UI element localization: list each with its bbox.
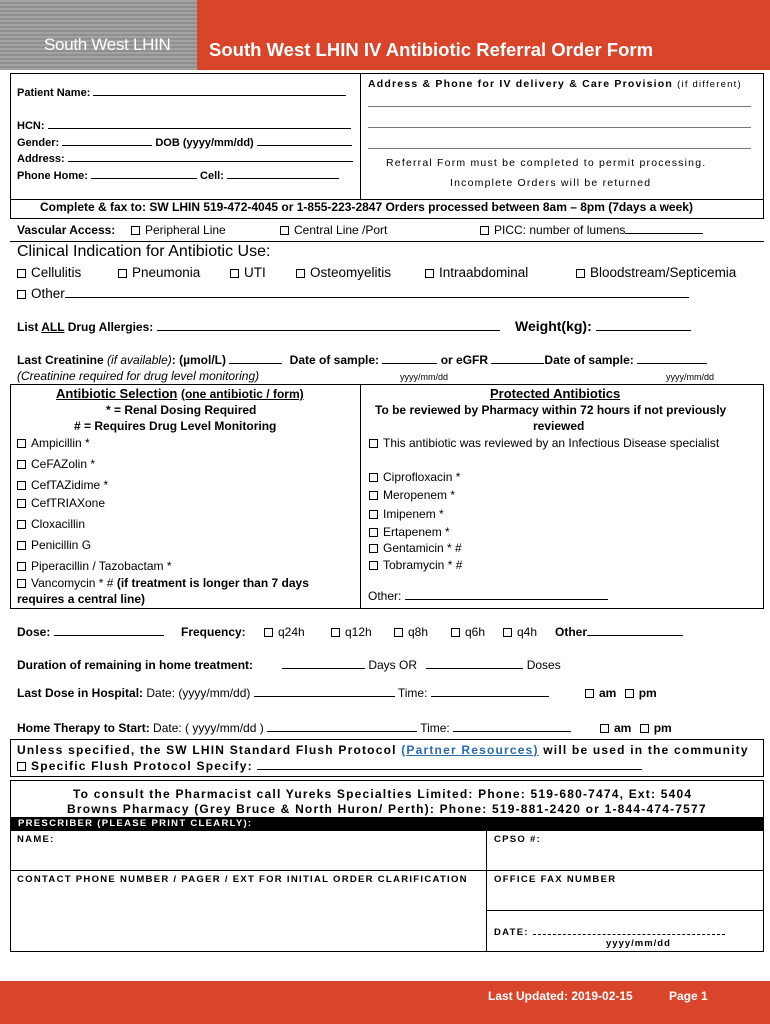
allergies-label-all: ALL — [41, 320, 65, 334]
clinical-indication-heading: Clinical Indication for Antibiotic Use: — [17, 243, 271, 260]
ampicillin-label: Ampicillin * — [31, 436, 90, 450]
ceftazidime-checkbox[interactable] — [17, 481, 26, 490]
days-or-label: Days OR — [368, 658, 418, 672]
prescriber-date-label: DATE: — [494, 927, 529, 938]
renal-legend: * = Renal Dosing Required — [106, 403, 257, 417]
delivery-notice-2: Incomplete Orders will be returned — [450, 177, 652, 189]
date-format-hint-1: yyyy/mm/dd — [400, 372, 449, 382]
delivery-line-2[interactable] — [368, 127, 751, 128]
protected-heading: Protected Antibiotics — [490, 386, 621, 401]
egfr-field[interactable] — [491, 353, 544, 364]
last-dose-time-label: Time: — [397, 686, 428, 700]
q8h-label: q8h — [408, 625, 429, 639]
ampicillin-checkbox[interactable] — [17, 439, 26, 448]
gender-label: Gender: — [17, 137, 60, 149]
osteomyelitis-label: Osteomyelitis — [310, 265, 392, 280]
piperacillin-checkbox[interactable] — [17, 562, 26, 571]
gentamicin-checkbox[interactable] — [369, 544, 378, 553]
header — [0, 0, 770, 70]
home-therapy-am-checkbox[interactable] — [600, 724, 609, 733]
home-therapy-label: Home Therapy to Start: — [17, 721, 150, 735]
vascular-access-label: Vascular Access: — [17, 223, 116, 237]
frequency-other-label: Other — [555, 625, 588, 639]
bloodstream-checkbox[interactable] — [576, 269, 585, 278]
duration-label: Duration of remaining in home treatment: — [17, 658, 254, 672]
q12h-checkbox[interactable] — [331, 628, 340, 637]
prescriber-name-label: NAME: — [17, 834, 55, 845]
uti-checkbox[interactable] — [230, 269, 239, 278]
imipenem-label: Imipenem * — [383, 507, 444, 521]
uti-label: UTI — [244, 265, 266, 280]
creatinine-label: Last Creatinine — [17, 353, 104, 367]
allergies-label-prefix: List — [17, 320, 39, 334]
cellulitis-label: Cellulitis — [31, 265, 82, 280]
other-indication-checkbox[interactable] — [17, 290, 26, 299]
penicillin-g-checkbox[interactable] — [17, 541, 26, 550]
monitoring-legend: # = Requires Drug Level Monitoring — [74, 419, 277, 433]
antibiotic-selection-sub: (one antibiotic / form) — [180, 387, 304, 401]
home-therapy-am-label: am — [614, 721, 632, 735]
dose-field[interactable] — [54, 625, 164, 636]
logo-block — [0, 0, 197, 70]
cell-label: Cell: — [200, 170, 224, 182]
protected-other-field[interactable] — [405, 589, 608, 600]
pneumonia-label: Pneumonia — [132, 265, 201, 280]
flush-text: Unless specified, the SW LHIN Standard Flush Protocol — [17, 743, 397, 757]
egfr-date-field[interactable] — [637, 353, 707, 364]
picc-label: PICC: — [494, 223, 527, 237]
page-number: Page 1 — [669, 989, 708, 1003]
other-indication-label: Other — [31, 286, 65, 301]
q24h-label: q24h — [278, 625, 305, 639]
office-fax-label: OFFICE FAX NUMBER — [494, 874, 617, 885]
ertapenem-checkbox[interactable] — [369, 528, 378, 537]
prescriber-date-format: yyyy/mm/dd — [606, 938, 671, 949]
last-dose-am-checkbox[interactable] — [585, 689, 594, 698]
intraabdominal-checkbox[interactable] — [425, 269, 434, 278]
patient-name-label: Patient Name: — [17, 87, 91, 99]
address-field[interactable] — [68, 151, 353, 162]
protected-sub-2: reviewed — [533, 419, 585, 433]
cellulitis-checkbox[interactable] — [17, 269, 26, 278]
dose-label: Dose: — [17, 625, 51, 639]
home-therapy-pm-label: pm — [653, 721, 672, 735]
date-format-hint-2: yyyy/mm/dd — [666, 372, 715, 382]
partner-resources-link[interactable]: (Partner Resources) — [401, 743, 539, 757]
hcn-field[interactable] — [48, 118, 351, 129]
q4h-checkbox[interactable] — [503, 628, 512, 637]
id-reviewed-checkbox[interactable] — [369, 439, 378, 448]
frequency-other-field[interactable] — [587, 625, 683, 636]
patient-name-field[interactable] — [93, 85, 346, 96]
picc-lumens-field[interactable] — [625, 223, 703, 234]
last-dose-date-field[interactable] — [254, 686, 395, 697]
q6h-checkbox[interactable] — [451, 628, 460, 637]
ceftriaxone-checkbox[interactable] — [17, 499, 26, 508]
home-therapy-date-label: Date: ( yyyy/mm/dd ) — [153, 721, 264, 735]
frequency-label: Frequency: — [181, 625, 246, 639]
specific-flush-field[interactable] — [257, 759, 642, 770]
allergies-label: Drug Allergies: — [67, 320, 154, 334]
dob-label: DOB (yyyy/mm/dd) — [155, 137, 254, 149]
egfr-date-label: Date of sample: — [544, 353, 634, 367]
prescriber-bar — [11, 817, 763, 831]
specific-flush-label: Specific Flush Protocol Specify: — [31, 759, 253, 773]
gentamicin-label: Gentamicin * # — [383, 541, 462, 555]
peripheral-line-checkbox[interactable] — [131, 226, 140, 235]
pharmacist-line-2: Browns Pharmacy (Grey Bruce & North Huron/ Perth): Phone: 519-881-2420 or 1-844-474-7577 — [67, 802, 707, 816]
home-therapy-pm-checkbox[interactable] — [640, 724, 649, 733]
cpso-label: CPSO #: — [494, 834, 542, 845]
last-dose-time-field[interactable] — [431, 686, 549, 697]
cloxacillin-label: Cloxacillin — [31, 517, 86, 531]
delivery-heading: Address & Phone for IV delivery & Care Provision — [368, 78, 674, 90]
flush-text-post: will be used in the community — [543, 743, 749, 757]
piperacillin-label: Piperacillin / Tazobactam * — [31, 559, 172, 573]
bloodstream-label: Bloodstream/Septicemia — [590, 265, 737, 280]
antibiotic-selection-heading: Antibiotic Selection — [56, 386, 178, 401]
last-dose-label: Last Dose in Hospital: — [17, 686, 144, 700]
doses-label: Doses — [526, 658, 561, 672]
gender-field[interactable] — [62, 135, 152, 146]
vancomycin-note: (if treatment is longer than 7 days — [116, 576, 309, 590]
delivery-heading-suffix: (if different) — [677, 79, 742, 90]
specific-flush-checkbox[interactable] — [17, 762, 26, 771]
prescriber-bar-label: PRESCRIBER (PLEASE PRINT CLEARLY): — [18, 818, 253, 829]
contact-phone-label: CONTACT PHONE NUMBER / PAGER / EXT FOR INITIAL ORDER CLARIFICATION — [17, 874, 468, 885]
last-dose-pm-checkbox[interactable] — [625, 689, 634, 698]
home-therapy-time-label: Time: — [420, 721, 450, 735]
delivery-line-3[interactable] — [368, 148, 751, 149]
creatinine-date-field[interactable] — [382, 353, 437, 364]
q4h-label: q4h — [517, 625, 538, 639]
q12h-label: q12h — [345, 625, 372, 639]
creatinine-field[interactable] — [229, 353, 282, 364]
allergies-field[interactable] — [157, 320, 500, 331]
address-label: Address: — [17, 153, 65, 165]
ciprofloxacin-checkbox[interactable] — [369, 473, 378, 482]
creatinine-date-label: Date of sample: — [289, 353, 380, 367]
tobramycin-checkbox[interactable] — [369, 561, 378, 570]
weight-label: Weight(kg): — [515, 318, 592, 334]
other-indication-field[interactable] — [65, 285, 689, 298]
home-therapy-time-field[interactable] — [453, 721, 571, 732]
fax-instructions: Complete & fax to: SW LHIN 519-472-4045 or 1-855-223-2847 Orders processed between 8am – 8pm (7days a week) — [40, 200, 693, 214]
duration-days-field[interactable] — [282, 658, 365, 669]
egfr-label: or eGFR — [440, 353, 489, 367]
creatinine-note: (Creatinine required for drug level monitoring) — [17, 369, 260, 383]
q8h-checkbox[interactable] — [394, 628, 403, 637]
imipenem-checkbox[interactable] — [369, 510, 378, 519]
osteomyelitis-checkbox[interactable] — [296, 269, 305, 278]
last-dose-pm-label: pm — [638, 686, 657, 700]
cefazolin-label: CeFAZolin * — [31, 457, 96, 471]
protected-sub-1: To be reviewed by Pharmacy within 72 hours if not previously — [375, 403, 727, 417]
meropenem-checkbox[interactable] — [369, 491, 378, 500]
meropenem-label: Meropenem * — [383, 488, 456, 502]
last-dose-date-label: Date: (yyyy/mm/dd) — [146, 686, 251, 700]
central-line-label: Central Line /Port — [294, 223, 388, 237]
prescriber-date-field[interactable] — [533, 926, 725, 935]
ertapenem-label: Ertapenem * — [383, 525, 450, 539]
ceftazidime-label: CefTAZidime * — [31, 478, 109, 492]
q6h-label: q6h — [465, 625, 486, 639]
protected-other-label: Other: — [368, 589, 402, 603]
pneumonia-checkbox[interactable] — [118, 269, 127, 278]
tobramycin-label: Tobramycin * # — [383, 558, 463, 572]
duration-doses-field[interactable] — [426, 658, 523, 669]
pharmacist-line-1: To consult the Pharmacist call Yureks Specialties Limited: Phone: 519-680-7474, Ext: 5404 — [73, 787, 693, 801]
vancomycin-note-2: requires a central line) — [17, 592, 146, 606]
cefazolin-checkbox[interactable] — [17, 460, 26, 469]
cloxacillin-checkbox[interactable] — [17, 520, 26, 529]
peripheral-line-label: Peripheral Line — [145, 223, 226, 237]
id-reviewed-label: This antibiotic was reviewed by an Infectious Disease specialist — [383, 436, 720, 450]
footer-bar — [0, 981, 770, 1024]
dob-field[interactable] — [257, 135, 352, 146]
phone-home-label: Phone Home: — [17, 170, 88, 182]
creatinine-unit: : (µmol/L) — [171, 353, 226, 367]
penicillin-g-label: Penicillin G — [31, 538, 92, 552]
creatinine-if-available: (if available) — [107, 353, 172, 367]
phone-home-field[interactable] — [91, 168, 197, 179]
ceftriaxone-label: CefTRIAXone — [31, 496, 106, 510]
page-title: South West LHIN IV Antibiotic Referral Order Form — [209, 39, 654, 60]
vancomycin-checkbox[interactable] — [17, 579, 26, 588]
cell-field[interactable] — [227, 168, 339, 179]
home-therapy-date-field[interactable] — [267, 721, 417, 732]
vancomycin-label: Vancomycin * # — [31, 576, 114, 590]
central-line-checkbox[interactable] — [280, 226, 289, 235]
delivery-notice-1: Referral Form must be completed to permit processing. — [386, 157, 707, 169]
weight-field[interactable] — [596, 320, 691, 331]
intraabdominal-label: Intraabdominal — [439, 265, 529, 280]
ciprofloxacin-label: Ciprofloxacin * — [383, 470, 461, 484]
logo-text: South West LHIN — [44, 35, 171, 54]
q24h-checkbox[interactable] — [264, 628, 273, 637]
last-dose-am-label: am — [599, 686, 617, 700]
picc-lumens-label: number of lumens — [529, 223, 626, 237]
prescriber-name-field[interactable] — [17, 846, 482, 868]
delivery-line-1[interactable] — [368, 106, 751, 107]
hcn-label: HCN: — [17, 120, 45, 132]
last-updated: Last Updated: 2019-02-15 — [488, 989, 633, 1003]
picc-checkbox[interactable] — [480, 226, 489, 235]
